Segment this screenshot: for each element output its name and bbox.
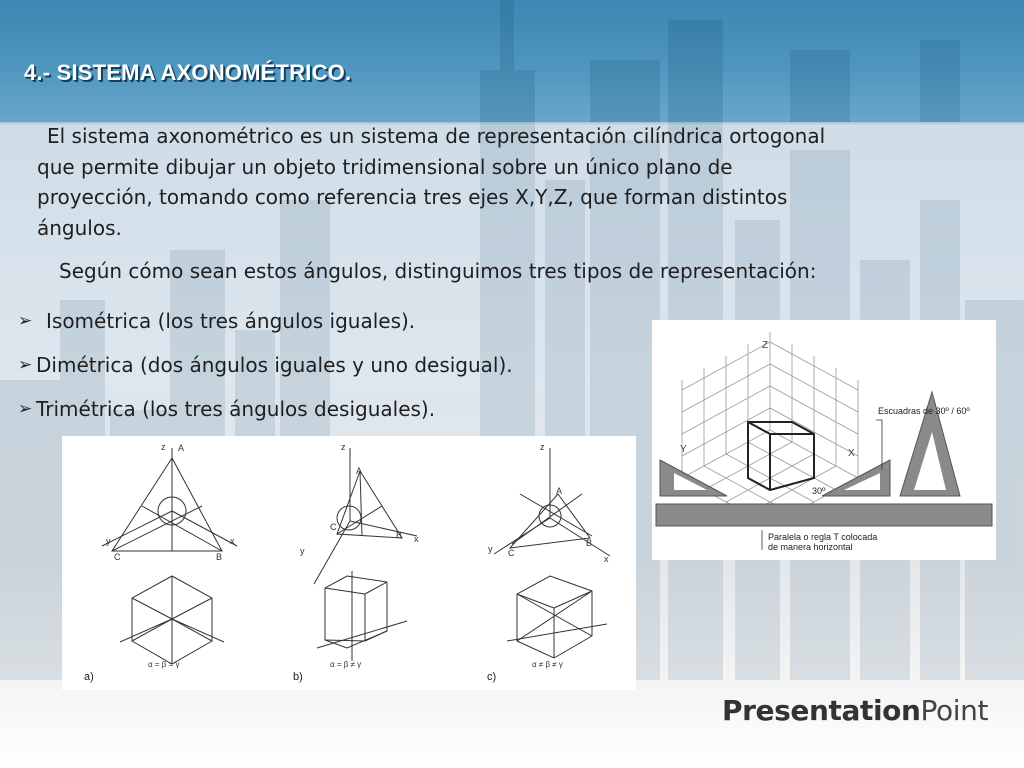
list-item-text: Dimétrica (dos ángulos iguales y uno desigual). (36, 353, 513, 377)
slide-title: 4.- SISTEMA AXONOMÉTRICO. (24, 60, 352, 85)
types-intro-text: Según cómo sean estos ángulos, distinguimos tres tipos de representación: (59, 259, 817, 283)
axis-label: x (230, 536, 235, 546)
axonometric-types-drawing (62, 436, 636, 690)
axis-label: x (414, 534, 419, 544)
formula-label: α = β ≠ γ (330, 660, 362, 669)
ruler-label-line1: Paralela o regla T colocada (768, 532, 878, 542)
axis-label: A (356, 466, 363, 476)
axis-label: z (161, 442, 166, 452)
axis-label: y (488, 544, 493, 554)
left-set-square (660, 460, 727, 496)
axis-label: A (178, 443, 185, 453)
intro-line-3: proyección, tomando como referencia tres ejes X,Y,Z, que forman distintos (37, 185, 788, 209)
panel-caption: c) (487, 671, 497, 683)
axis-y-label: Y (680, 444, 687, 455)
panel-caption: a) (84, 671, 94, 683)
axis-label: C (114, 552, 121, 562)
list-item-text: Trimétrica (los tres ángulos desiguales). (36, 397, 436, 421)
axis-label: B (586, 538, 593, 548)
axis-label: B (396, 530, 403, 540)
logo-part-1: Presentation (722, 694, 921, 727)
axis-label: y (300, 546, 305, 556)
formula-label: α ≠ β ≠ γ (532, 660, 563, 669)
t-square-ruler (656, 504, 992, 526)
axis-z-label: Z (762, 340, 769, 351)
axis-label: y (106, 536, 111, 546)
axis-label: C (330, 522, 337, 532)
axis-x-label: X (848, 448, 855, 459)
presentationpoint-logo (722, 694, 988, 727)
intro-line-4: ángulos. (37, 215, 122, 240)
isometric-tools-figure (652, 320, 996, 560)
isometric-tools-drawing (652, 320, 996, 560)
ruler-label-line2: de manera horizontal (768, 542, 853, 552)
panel-caption: b) (293, 671, 303, 683)
axonometric-types-figure (62, 436, 636, 690)
representation-types-list (18, 299, 513, 431)
list-item (18, 343, 513, 387)
squares-label: Escuadras de 30º / 60º (878, 406, 970, 416)
axis-label: x (604, 554, 609, 564)
intro-line-1: El sistema axonométrico es un sistema de representación cilíndrica ortogonal (47, 124, 826, 148)
arrow-bullet-icon: ➢ (18, 311, 33, 331)
formula-label: α = β = γ (148, 660, 180, 669)
arrow-bullet-icon: ➢ (18, 355, 33, 375)
intro-paragraph (37, 121, 1012, 243)
angle-label: 30º (812, 486, 826, 496)
axis-label: z (341, 442, 346, 452)
logo-part-2: Point (920, 694, 989, 727)
list-item (18, 299, 513, 343)
arrow-bullet-icon: ➢ (18, 399, 33, 419)
types-intro (37, 256, 1012, 287)
axis-label: C (508, 548, 515, 558)
axis-label: z (540, 442, 545, 452)
axis-label: B (216, 552, 223, 562)
list-item-text: Isométrica (los tres ángulos iguales). (46, 309, 416, 333)
list-item (18, 387, 513, 431)
intro-line-2: que permite dibujar un objeto tridimensional sobre un único plano de (37, 154, 733, 179)
axis-label: A (556, 486, 563, 496)
